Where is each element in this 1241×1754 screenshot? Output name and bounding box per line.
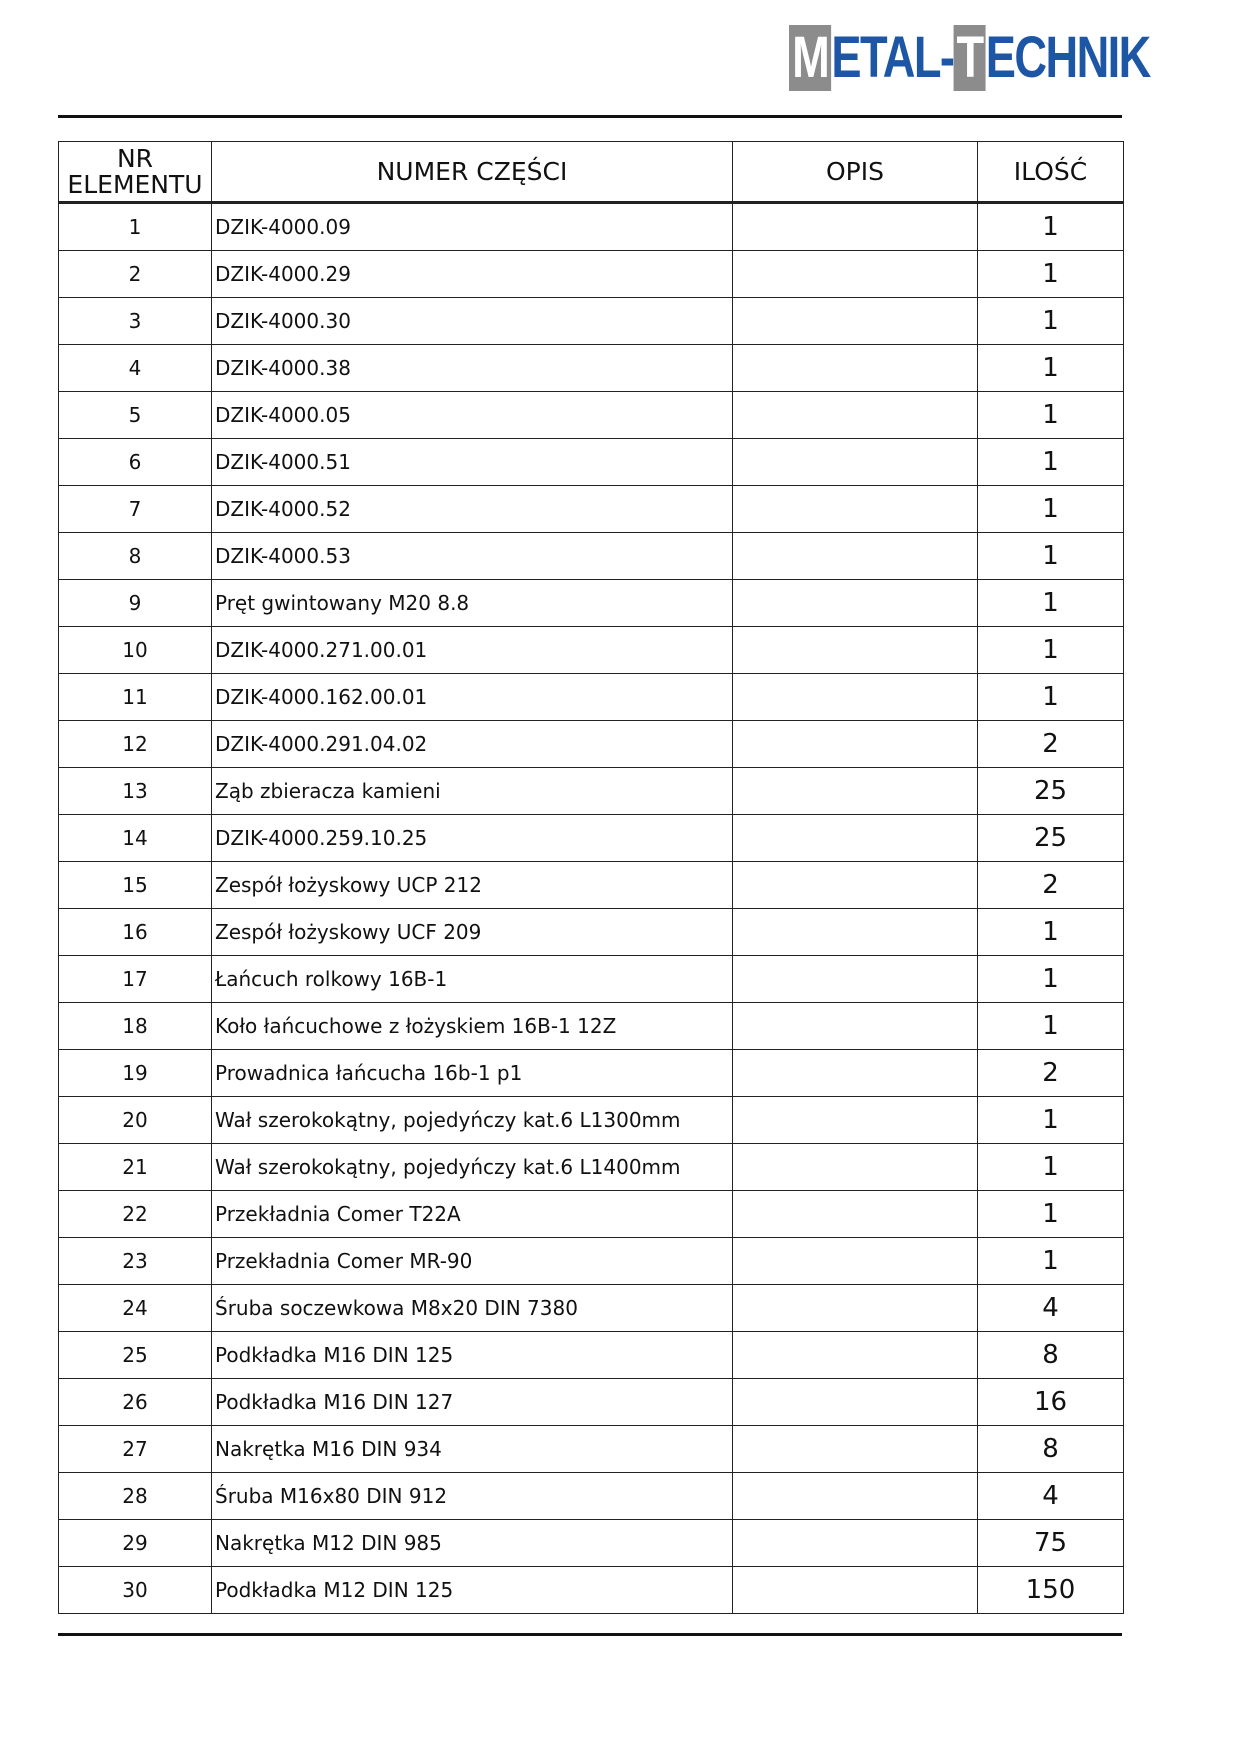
table-row [59,1238,1124,1285]
cell-quantity: 75 [978,1520,1124,1567]
cell-description [733,1191,978,1238]
cell-description [733,533,978,580]
cell-quantity: 1 [978,1191,1124,1238]
table-row [59,862,1124,909]
cell-part-number: Wał szerokokątny, pojedyńczy kat.6 L1400mm [212,1144,733,1191]
table-row [59,1426,1124,1473]
bottom-divider [58,1633,1122,1636]
table-row [59,768,1124,815]
table-row [59,1003,1124,1050]
table-row [59,1520,1124,1567]
cell-description [733,674,978,721]
cell-quantity: 16 [978,1379,1124,1426]
cell-part-number: Przekładnia Comer MR-90 [212,1238,733,1285]
header-opis: OPIS [733,142,978,203]
cell-quantity: 1 [978,1238,1124,1285]
cell-part-number: DZIK-4000.162.00.01 [212,674,733,721]
cell-nr: 18 [59,1003,212,1050]
cell-quantity: 150 [978,1567,1124,1614]
cell-part-number: Podkładka M12 DIN 125 [212,1567,733,1614]
table-row [59,1567,1124,1614]
cell-quantity: 1 [978,298,1124,345]
parts-list-table [58,141,1124,1614]
cell-part-number: DZIK-4000.29 [212,251,733,298]
table-row [59,1473,1124,1520]
cell-description [733,909,978,956]
cell-description [733,486,978,533]
cell-nr: 8 [59,533,212,580]
logo-text-etal: ETAL- [831,25,954,90]
cell-nr: 5 [59,392,212,439]
table-row [59,1097,1124,1144]
cell-description [733,251,978,298]
cell-nr: 25 [59,1332,212,1379]
cell-description [733,1003,978,1050]
header-ilosc: ILOŚĆ [978,142,1124,203]
table-row [59,1285,1124,1332]
cell-nr: 26 [59,1379,212,1426]
table-row [59,203,1124,251]
cell-description [733,1097,978,1144]
metal-technik-logo [789,25,1150,91]
header-nr-elementu: NR ELEMENTU [59,142,212,203]
cell-quantity: 8 [978,1332,1124,1379]
cell-description [733,1567,978,1614]
cell-description [733,1520,978,1567]
cell-part-number: Zespół łożyskowy UCF 209 [212,909,733,956]
cell-quantity: 1 [978,627,1124,674]
cell-part-number: DZIK-4000.259.10.25 [212,815,733,862]
cell-nr: 15 [59,862,212,909]
cell-nr: 7 [59,486,212,533]
table-row [59,439,1124,486]
cell-quantity: 25 [978,768,1124,815]
table-row [59,956,1124,1003]
cell-nr: 12 [59,721,212,768]
cell-quantity: 25 [978,815,1124,862]
cell-quantity: 1 [978,674,1124,721]
cell-part-number: DZIK-4000.05 [212,392,733,439]
cell-description [733,815,978,862]
table-row [59,1050,1124,1097]
cell-description [733,1144,978,1191]
cell-quantity: 8 [978,1426,1124,1473]
cell-part-number: Koło łańcuchowe z łożyskiem 16B-1 12Z [212,1003,733,1050]
cell-nr: 17 [59,956,212,1003]
cell-description [733,768,978,815]
cell-part-number: Wał szerokokątny, pojedyńczy kat.6 L1300mm [212,1097,733,1144]
cell-quantity: 2 [978,862,1124,909]
cell-nr: 19 [59,1050,212,1097]
table-row [59,674,1124,721]
cell-part-number: DZIK-4000.30 [212,298,733,345]
cell-nr: 13 [59,768,212,815]
table-row [59,392,1124,439]
cell-part-number: DZIK-4000.52 [212,486,733,533]
cell-quantity: 1 [978,1097,1124,1144]
cell-quantity: 1 [978,203,1124,251]
cell-nr: 6 [59,439,212,486]
table-row [59,345,1124,392]
cell-quantity: 1 [978,1003,1124,1050]
cell-part-number: Nakrętka M12 DIN 985 [212,1520,733,1567]
cell-description [733,1332,978,1379]
cell-quantity: 1 [978,251,1124,298]
cell-part-number: Nakrętka M16 DIN 934 [212,1426,733,1473]
cell-part-number: Ząb zbieracza kamieni [212,768,733,815]
table-row [59,533,1124,580]
cell-description [733,1285,978,1332]
cell-description [733,580,978,627]
table-row [59,1191,1124,1238]
cell-quantity: 2 [978,1050,1124,1097]
cell-nr: 14 [59,815,212,862]
cell-description [733,1379,978,1426]
cell-part-number: Podkładka M16 DIN 127 [212,1379,733,1426]
cell-part-number: Prowadnica łańcucha 16b-1 p1 [212,1050,733,1097]
cell-description [733,1426,978,1473]
cell-description [733,1050,978,1097]
cell-description [733,956,978,1003]
cell-quantity: 1 [978,909,1124,956]
table-row [59,251,1124,298]
table-row [59,721,1124,768]
cell-description [733,721,978,768]
cell-quantity: 2 [978,721,1124,768]
cell-part-number: DZIK-4000.09 [212,203,733,251]
cell-nr: 2 [59,251,212,298]
cell-part-number: Pręt gwintowany M20 8.8 [212,580,733,627]
table-row [59,909,1124,956]
cell-nr: 4 [59,345,212,392]
cell-nr: 27 [59,1426,212,1473]
header-numer-czesci: NUMER CZĘŚCI [212,142,733,203]
cell-description [733,1473,978,1520]
cell-part-number: Przekładnia Comer T22A [212,1191,733,1238]
cell-quantity: 1 [978,392,1124,439]
cell-description [733,1238,978,1285]
cell-nr: 10 [59,627,212,674]
table-row [59,1379,1124,1426]
logo-text-echnik: ECHNIK [985,25,1150,90]
cell-part-number: Podkładka M16 DIN 125 [212,1332,733,1379]
cell-quantity: 1 [978,1144,1124,1191]
cell-nr: 3 [59,298,212,345]
logo-letter-t: T [953,25,985,91]
table-row [59,1144,1124,1191]
cell-description [733,298,978,345]
cell-part-number: DZIK-4000.38 [212,345,733,392]
cell-quantity: 1 [978,533,1124,580]
cell-description [733,627,978,674]
cell-part-number: Śruba soczewkowa M8x20 DIN 7380 [212,1285,733,1332]
cell-description [733,862,978,909]
cell-part-number: DZIK-4000.271.00.01 [212,627,733,674]
cell-part-number: DZIK-4000.291.04.02 [212,721,733,768]
cell-nr: 22 [59,1191,212,1238]
table-row [59,580,1124,627]
cell-quantity: 4 [978,1285,1124,1332]
table-row [59,1332,1124,1379]
cell-nr: 24 [59,1285,212,1332]
cell-part-number: DZIK-4000.53 [212,533,733,580]
table-row [59,815,1124,862]
cell-description [733,439,978,486]
logo-letter-m: M [789,25,831,91]
cell-nr: 16 [59,909,212,956]
cell-quantity: 4 [978,1473,1124,1520]
cell-quantity: 1 [978,486,1124,533]
cell-description [733,392,978,439]
cell-nr: 29 [59,1520,212,1567]
table-row [59,298,1124,345]
table-header-row [59,142,1124,203]
cell-description [733,345,978,392]
cell-part-number: Zespół łożyskowy UCP 212 [212,862,733,909]
cell-quantity: 1 [978,580,1124,627]
cell-nr: 1 [59,203,212,251]
table-row [59,627,1124,674]
cell-part-number: Śruba M16x80 DIN 912 [212,1473,733,1520]
cell-nr: 9 [59,580,212,627]
cell-nr: 28 [59,1473,212,1520]
cell-quantity: 1 [978,439,1124,486]
cell-nr: 23 [59,1238,212,1285]
cell-nr: 20 [59,1097,212,1144]
cell-nr: 21 [59,1144,212,1191]
cell-part-number: DZIK-4000.51 [212,439,733,486]
cell-nr: 30 [59,1567,212,1614]
top-divider [58,115,1122,118]
cell-description [733,203,978,251]
cell-nr: 11 [59,674,212,721]
cell-part-number: Łańcuch rolkowy 16B-1 [212,956,733,1003]
cell-quantity: 1 [978,956,1124,1003]
cell-quantity: 1 [978,345,1124,392]
table-row [59,486,1124,533]
